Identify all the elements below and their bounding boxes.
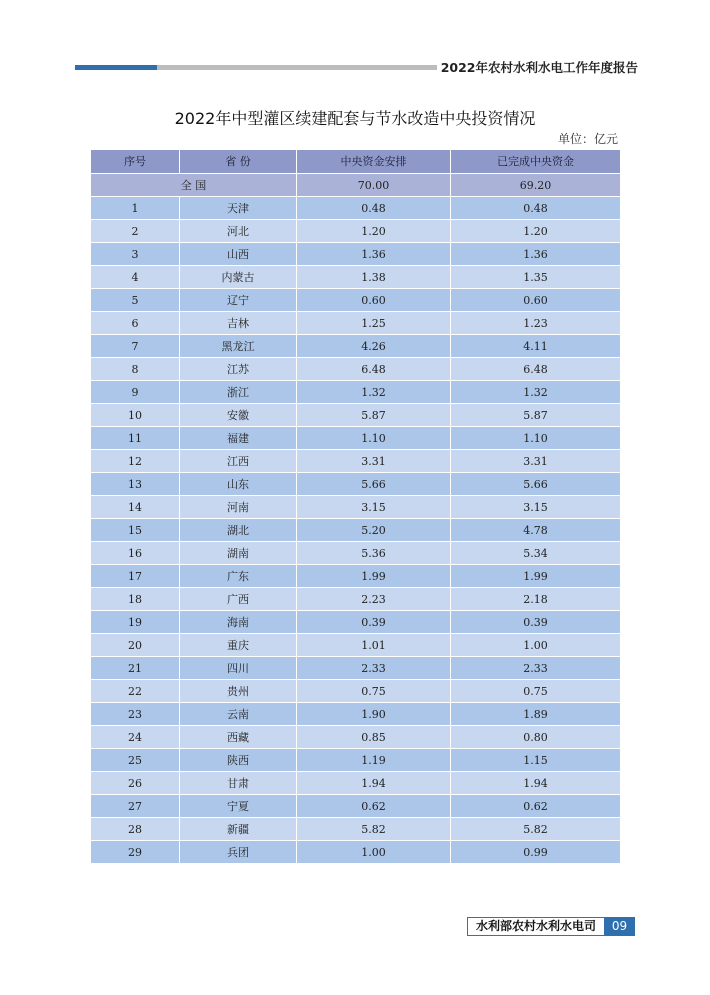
row-index: 19 <box>91 611 180 634</box>
row-allocated: 0.62 <box>297 795 451 818</box>
row-index: 18 <box>91 588 180 611</box>
row-index: 7 <box>91 335 180 358</box>
footer-publisher: 水利部农村水利水电司 <box>467 917 604 936</box>
row-province: 湖南 <box>180 542 297 565</box>
row-allocated: 1.99 <box>297 565 451 588</box>
table-row <box>91 450 621 473</box>
row-index: 17 <box>91 565 180 588</box>
row-allocated: 1.00 <box>297 841 451 864</box>
row-completed: 0.80 <box>451 726 621 749</box>
row-province: 吉林 <box>180 312 297 335</box>
row-allocated: 3.31 <box>297 450 451 473</box>
row-province: 陕西 <box>180 749 297 772</box>
row-completed: 1.00 <box>451 634 621 657</box>
table-row <box>91 680 621 703</box>
row-index: 5 <box>91 289 180 312</box>
unit-label: 单位：亿元 <box>557 132 618 146</box>
table-row <box>91 358 621 381</box>
row-index: 21 <box>91 657 180 680</box>
row-allocated: 0.75 <box>297 680 451 703</box>
table-row <box>91 657 621 680</box>
row-province: 甘肃 <box>180 772 297 795</box>
row-completed: 1.32 <box>451 381 621 404</box>
row-completed: 1.23 <box>451 312 621 335</box>
table-row <box>91 795 621 818</box>
row-completed: 6.48 <box>451 358 621 381</box>
table-row <box>91 611 621 634</box>
row-province: 云南 <box>180 703 297 726</box>
row-allocated: 2.33 <box>297 657 451 680</box>
column-header-allocated: 中央资金安排 <box>297 150 451 174</box>
table-row <box>91 243 621 266</box>
table-row <box>91 703 621 726</box>
row-index: 9 <box>91 381 180 404</box>
row-completed: 1.36 <box>451 243 621 266</box>
row-province: 安徽 <box>180 404 297 427</box>
table-row <box>91 404 621 427</box>
row-completed: 4.11 <box>451 335 621 358</box>
row-index: 13 <box>91 473 180 496</box>
row-allocated: 1.94 <box>297 772 451 795</box>
row-province: 内蒙古 <box>180 266 297 289</box>
report-title: 2022年农村水利水电工作年度报告 <box>440 60 638 75</box>
row-allocated: 1.19 <box>297 749 451 772</box>
row-completed: 5.82 <box>451 818 621 841</box>
row-province: 海南 <box>180 611 297 634</box>
row-province: 辽宁 <box>180 289 297 312</box>
row-allocated: 1.38 <box>297 266 451 289</box>
row-index: 4 <box>91 266 180 289</box>
row-completed: 0.99 <box>451 841 621 864</box>
row-allocated: 5.87 <box>297 404 451 427</box>
row-index: 15 <box>91 519 180 542</box>
row-index: 14 <box>91 496 180 519</box>
page-title: 2022年中型灌区续建配套与节水改造中央投资情况 <box>174 109 536 128</box>
row-allocated: 0.48 <box>297 197 451 220</box>
row-index: 27 <box>91 795 180 818</box>
row-completed: 1.20 <box>451 220 621 243</box>
row-allocated: 0.60 <box>297 289 451 312</box>
row-allocated: 1.20 <box>297 220 451 243</box>
row-province: 浙江 <box>180 381 297 404</box>
row-province: 西藏 <box>180 726 297 749</box>
row-completed: 0.48 <box>451 197 621 220</box>
row-province: 重庆 <box>180 634 297 657</box>
table-row <box>91 542 621 565</box>
row-allocated: 1.32 <box>297 381 451 404</box>
row-completed: 1.89 <box>451 703 621 726</box>
row-index: 24 <box>91 726 180 749</box>
table-row <box>91 818 621 841</box>
total-allocated: 70.00 <box>297 174 451 197</box>
row-allocated: 1.01 <box>297 634 451 657</box>
total-label: 全 国 <box>91 174 297 197</box>
row-completed: 0.39 <box>451 611 621 634</box>
row-allocated: 5.66 <box>297 473 451 496</box>
row-allocated: 3.15 <box>297 496 451 519</box>
row-allocated: 4.26 <box>297 335 451 358</box>
row-index: 8 <box>91 358 180 381</box>
table-row <box>91 634 621 657</box>
table-total-row <box>91 174 621 197</box>
row-province: 江西 <box>180 450 297 473</box>
row-completed: 1.15 <box>451 749 621 772</box>
row-allocated: 6.48 <box>297 358 451 381</box>
row-completed: 3.15 <box>451 496 621 519</box>
table-row <box>91 381 621 404</box>
row-province: 宁夏 <box>180 795 297 818</box>
column-header-province: 省 份 <box>180 150 297 174</box>
row-index: 1 <box>91 197 180 220</box>
row-allocated: 1.10 <box>297 427 451 450</box>
row-index: 28 <box>91 818 180 841</box>
row-allocated: 5.20 <box>297 519 451 542</box>
row-index: 6 <box>91 312 180 335</box>
page-number: 09 <box>604 917 635 936</box>
row-index: 23 <box>91 703 180 726</box>
table-row <box>91 197 621 220</box>
table-row <box>91 289 621 312</box>
row-index: 20 <box>91 634 180 657</box>
row-allocated: 1.90 <box>297 703 451 726</box>
table-row <box>91 749 621 772</box>
row-completed: 1.10 <box>451 427 621 450</box>
row-allocated: 5.36 <box>297 542 451 565</box>
row-province: 广西 <box>180 588 297 611</box>
row-province: 山西 <box>180 243 297 266</box>
row-allocated: 1.36 <box>297 243 451 266</box>
row-completed: 0.62 <box>451 795 621 818</box>
column-header-completed: 已完成中央资金 <box>451 150 621 174</box>
row-completed: 3.31 <box>451 450 621 473</box>
row-completed: 4.78 <box>451 519 621 542</box>
row-province: 天津 <box>180 197 297 220</box>
row-index: 3 <box>91 243 180 266</box>
row-index: 25 <box>91 749 180 772</box>
row-province: 湖北 <box>180 519 297 542</box>
row-completed: 1.99 <box>451 565 621 588</box>
row-province: 四川 <box>180 657 297 680</box>
row-index: 12 <box>91 450 180 473</box>
row-index: 26 <box>91 772 180 795</box>
row-completed: 2.18 <box>451 588 621 611</box>
row-index: 22 <box>91 680 180 703</box>
row-completed: 5.34 <box>451 542 621 565</box>
row-completed: 1.94 <box>451 772 621 795</box>
table-row <box>91 496 621 519</box>
row-province: 福建 <box>180 427 297 450</box>
row-index: 2 <box>91 220 180 243</box>
table-row <box>91 220 621 243</box>
table-row <box>91 312 621 335</box>
row-province: 河北 <box>180 220 297 243</box>
row-province: 山东 <box>180 473 297 496</box>
table-row <box>91 565 621 588</box>
column-header-index: 序号 <box>91 150 180 174</box>
row-index: 16 <box>91 542 180 565</box>
row-completed: 5.87 <box>451 404 621 427</box>
row-index: 29 <box>91 841 180 864</box>
total-completed: 69.20 <box>451 174 621 197</box>
table-row <box>91 519 621 542</box>
table-row <box>91 726 621 749</box>
investment-table <box>90 149 621 864</box>
row-allocated: 2.23 <box>297 588 451 611</box>
table-row <box>91 266 621 289</box>
row-province: 河南 <box>180 496 297 519</box>
row-province: 新疆 <box>180 818 297 841</box>
row-completed: 2.33 <box>451 657 621 680</box>
table-row <box>91 772 621 795</box>
row-completed: 0.75 <box>451 680 621 703</box>
header-accent-bar <box>75 65 157 70</box>
row-province: 兵团 <box>180 841 297 864</box>
row-allocated: 0.39 <box>297 611 451 634</box>
row-province: 贵州 <box>180 680 297 703</box>
table-header-row <box>91 150 621 174</box>
row-allocated: 0.85 <box>297 726 451 749</box>
row-completed: 1.35 <box>451 266 621 289</box>
row-province: 江苏 <box>180 358 297 381</box>
header-rule <box>157 65 437 70</box>
table-row <box>91 841 621 864</box>
row-province: 黑龙江 <box>180 335 297 358</box>
table-row <box>91 335 621 358</box>
table-row <box>91 473 621 496</box>
table-row <box>91 427 621 450</box>
row-allocated: 1.25 <box>297 312 451 335</box>
row-index: 11 <box>91 427 180 450</box>
row-completed: 5.66 <box>451 473 621 496</box>
row-index: 10 <box>91 404 180 427</box>
table-row <box>91 588 621 611</box>
row-allocated: 5.82 <box>297 818 451 841</box>
row-completed: 0.60 <box>451 289 621 312</box>
row-province: 广东 <box>180 565 297 588</box>
